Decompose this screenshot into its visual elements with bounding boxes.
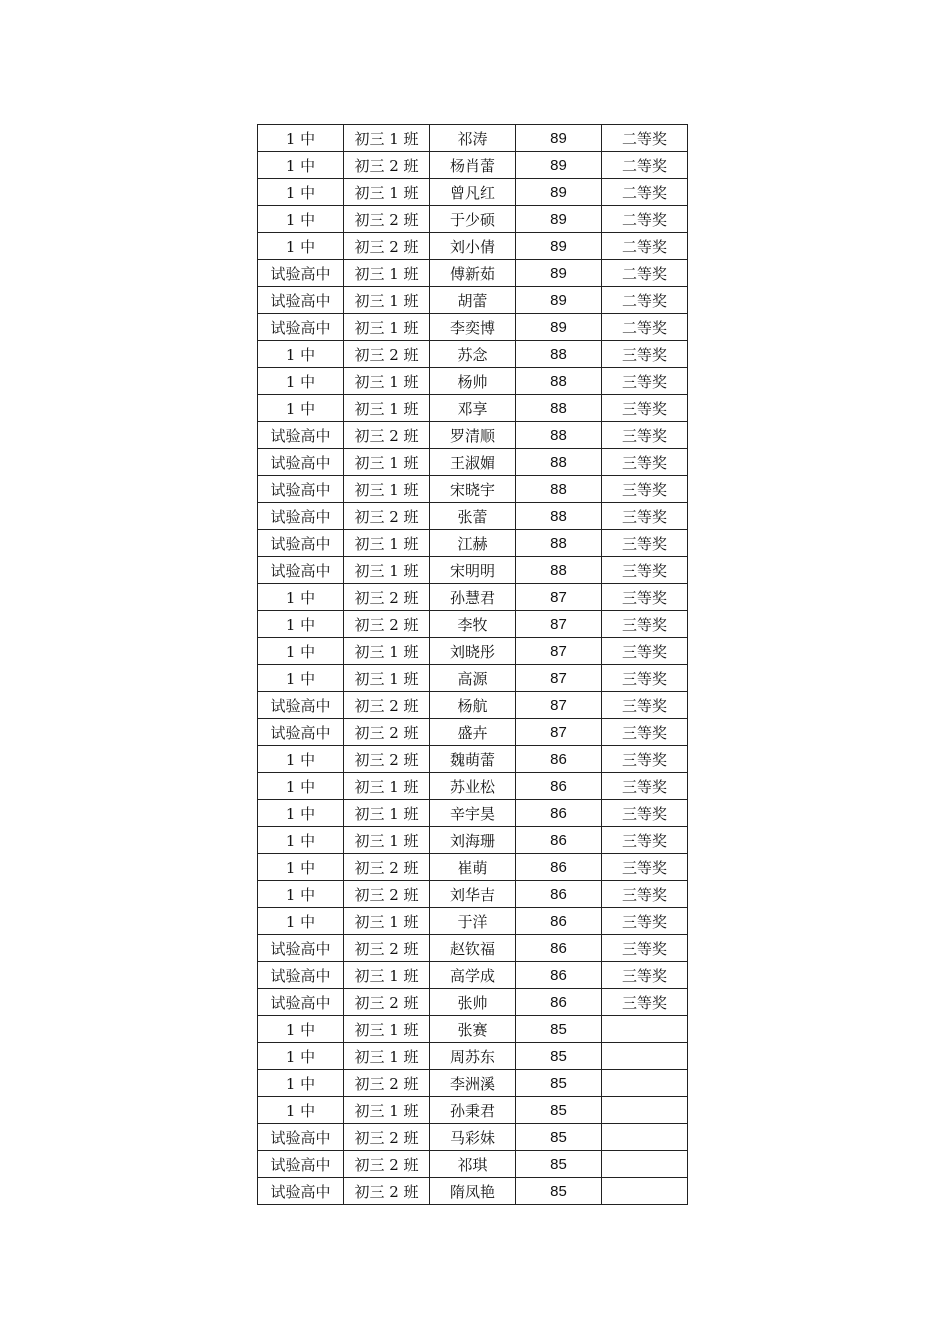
results-table-body [258,125,688,1205]
class-cell: 初三 2 班 [344,854,430,881]
score-cell: 87 [516,638,602,665]
class-cell: 初三 1 班 [344,827,430,854]
table-row [258,368,688,395]
score-cell: 85 [516,1070,602,1097]
score-cell: 85 [516,1178,602,1205]
school-cell: 1 中 [258,908,344,935]
award-cell: 三等奖 [602,962,688,989]
table-row [258,1097,688,1124]
name-cell: 杨肖蕾 [430,152,516,179]
score-cell: 86 [516,827,602,854]
class-cell: 初三 2 班 [344,503,430,530]
class-cell: 初三 2 班 [344,692,430,719]
score-cell: 88 [516,557,602,584]
score-cell: 86 [516,800,602,827]
award-cell: 三等奖 [602,854,688,881]
class-cell: 初三 1 班 [344,773,430,800]
award-cell: 三等奖 [602,908,688,935]
school-cell: 试验高中 [258,989,344,1016]
score-cell: 88 [516,476,602,503]
score-cell: 85 [516,1124,602,1151]
school-cell: 试验高中 [258,557,344,584]
class-cell: 初三 1 班 [344,638,430,665]
table-row [258,557,688,584]
score-cell: 89 [516,152,602,179]
school-cell: 试验高中 [258,260,344,287]
table-row [258,449,688,476]
class-cell: 初三 2 班 [344,206,430,233]
school-cell: 1 中 [258,881,344,908]
table-row [258,287,688,314]
award-cell: 三等奖 [602,476,688,503]
results-table [257,124,688,1205]
name-cell: 张蕾 [430,503,516,530]
table-row [258,665,688,692]
class-cell: 初三 1 班 [344,179,430,206]
school-cell: 1 中 [258,368,344,395]
school-cell: 试验高中 [258,422,344,449]
award-cell: 三等奖 [602,422,688,449]
table-row [258,1178,688,1205]
table-row [258,773,688,800]
score-cell: 89 [516,260,602,287]
name-cell: 曾凡红 [430,179,516,206]
score-cell: 88 [516,368,602,395]
award-cell [602,1124,688,1151]
score-cell: 85 [516,1097,602,1124]
class-cell: 初三 1 班 [344,530,430,557]
award-cell: 三等奖 [602,638,688,665]
class-cell: 初三 2 班 [344,152,430,179]
school-cell: 1 中 [258,341,344,368]
score-cell: 86 [516,935,602,962]
score-cell: 85 [516,1043,602,1070]
award-cell [602,1151,688,1178]
award-cell: 二等奖 [602,125,688,152]
class-cell: 初三 1 班 [344,665,430,692]
school-cell: 1 中 [258,746,344,773]
table-row [258,935,688,962]
award-cell [602,1016,688,1043]
score-cell: 89 [516,233,602,260]
award-cell [602,1070,688,1097]
award-cell: 二等奖 [602,260,688,287]
school-cell: 1 中 [258,638,344,665]
class-cell: 初三 2 班 [344,341,430,368]
class-cell: 初三 2 班 [344,1151,430,1178]
score-cell: 86 [516,881,602,908]
table-row [258,746,688,773]
table-row [258,206,688,233]
class-cell: 初三 1 班 [344,962,430,989]
class-cell: 初三 1 班 [344,1016,430,1043]
name-cell: 高源 [430,665,516,692]
name-cell: 李牧 [430,611,516,638]
table-row [258,881,688,908]
award-cell: 三等奖 [602,746,688,773]
name-cell: 高学成 [430,962,516,989]
school-cell: 1 中 [258,395,344,422]
class-cell: 初三 1 班 [344,476,430,503]
name-cell: 祁涛 [430,125,516,152]
name-cell: 刘晓彤 [430,638,516,665]
school-cell: 试验高中 [258,503,344,530]
award-cell: 三等奖 [602,773,688,800]
name-cell: 盛卉 [430,719,516,746]
score-cell: 86 [516,908,602,935]
table-row [258,1016,688,1043]
class-cell: 初三 1 班 [344,287,430,314]
name-cell: 苏业松 [430,773,516,800]
school-cell: 试验高中 [258,1124,344,1151]
class-cell: 初三 2 班 [344,1070,430,1097]
name-cell: 李洲溪 [430,1070,516,1097]
award-cell: 二等奖 [602,314,688,341]
table-row [258,800,688,827]
name-cell: 祁琪 [430,1151,516,1178]
score-cell: 88 [516,341,602,368]
class-cell: 初三 2 班 [344,1124,430,1151]
score-cell: 88 [516,422,602,449]
class-cell: 初三 2 班 [344,584,430,611]
class-cell: 初三 1 班 [344,260,430,287]
school-cell: 试验高中 [258,314,344,341]
table-row [258,503,688,530]
school-cell: 1 中 [258,665,344,692]
school-cell: 1 中 [258,584,344,611]
name-cell: 孙秉君 [430,1097,516,1124]
school-cell: 试验高中 [258,1151,344,1178]
table-row [258,179,688,206]
award-cell: 三等奖 [602,449,688,476]
score-cell: 85 [516,1016,602,1043]
score-cell: 86 [516,854,602,881]
award-cell: 三等奖 [602,989,688,1016]
score-cell: 85 [516,1151,602,1178]
name-cell: 马彩妹 [430,1124,516,1151]
school-cell: 试验高中 [258,476,344,503]
table-row [258,395,688,422]
school-cell: 试验高中 [258,1178,344,1205]
award-cell: 二等奖 [602,287,688,314]
award-cell: 三等奖 [602,503,688,530]
school-cell: 试验高中 [258,719,344,746]
award-cell: 二等奖 [602,206,688,233]
score-cell: 86 [516,746,602,773]
school-cell: 1 中 [258,179,344,206]
award-cell [602,1097,688,1124]
class-cell: 初三 1 班 [344,1043,430,1070]
class-cell: 初三 2 班 [344,1178,430,1205]
school-cell: 1 中 [258,152,344,179]
class-cell: 初三 1 班 [344,908,430,935]
school-cell: 1 中 [258,1070,344,1097]
class-cell: 初三 2 班 [344,746,430,773]
name-cell: 孙慧君 [430,584,516,611]
award-cell: 三等奖 [602,800,688,827]
table-row [258,125,688,152]
score-cell: 88 [516,503,602,530]
award-cell: 三等奖 [602,692,688,719]
score-cell: 86 [516,773,602,800]
name-cell: 张赛 [430,1016,516,1043]
school-cell: 试验高中 [258,530,344,557]
school-cell: 1 中 [258,611,344,638]
table-row [258,422,688,449]
name-cell: 隋凤艳 [430,1178,516,1205]
class-cell: 初三 1 班 [344,314,430,341]
award-cell: 三等奖 [602,935,688,962]
school-cell: 1 中 [258,800,344,827]
table-row [258,854,688,881]
table-row [258,152,688,179]
name-cell: 李奕博 [430,314,516,341]
name-cell: 张帅 [430,989,516,1016]
class-cell: 初三 1 班 [344,800,430,827]
score-cell: 89 [516,314,602,341]
table-row [258,827,688,854]
class-cell: 初三 2 班 [344,422,430,449]
school-cell: 试验高中 [258,962,344,989]
name-cell: 罗清顺 [430,422,516,449]
table-row [258,476,688,503]
table-row [258,611,688,638]
name-cell: 杨帅 [430,368,516,395]
school-cell: 1 中 [258,233,344,260]
name-cell: 杨航 [430,692,516,719]
score-cell: 89 [516,287,602,314]
name-cell: 傅新茹 [430,260,516,287]
class-cell: 初三 2 班 [344,935,430,962]
score-cell: 87 [516,611,602,638]
award-cell: 三等奖 [602,827,688,854]
name-cell: 周苏东 [430,1043,516,1070]
name-cell: 王淑媚 [430,449,516,476]
class-cell: 初三 1 班 [344,395,430,422]
school-cell: 1 中 [258,1043,344,1070]
school-cell: 试验高中 [258,935,344,962]
score-cell: 87 [516,584,602,611]
name-cell: 宋明明 [430,557,516,584]
name-cell: 苏念 [430,341,516,368]
award-cell: 三等奖 [602,530,688,557]
class-cell: 初三 2 班 [344,719,430,746]
award-cell: 三等奖 [602,611,688,638]
name-cell: 崔萌 [430,854,516,881]
school-cell: 1 中 [258,854,344,881]
class-cell: 初三 2 班 [344,989,430,1016]
score-cell: 89 [516,206,602,233]
table-row [258,341,688,368]
table-row [258,962,688,989]
school-cell: 试验高中 [258,287,344,314]
table-row [258,260,688,287]
school-cell: 1 中 [258,1097,344,1124]
class-cell: 初三 1 班 [344,449,430,476]
award-cell: 三等奖 [602,881,688,908]
name-cell: 辛宇昊 [430,800,516,827]
award-cell: 三等奖 [602,719,688,746]
school-cell: 1 中 [258,1016,344,1043]
award-cell: 三等奖 [602,665,688,692]
table-row [258,530,688,557]
table-row [258,719,688,746]
table-row [258,314,688,341]
score-cell: 88 [516,530,602,557]
class-cell: 初三 2 班 [344,233,430,260]
award-cell: 三等奖 [602,368,688,395]
name-cell: 刘海珊 [430,827,516,854]
score-cell: 86 [516,962,602,989]
table-row [258,692,688,719]
school-cell: 1 中 [258,125,344,152]
name-cell: 宋晓宇 [430,476,516,503]
award-cell: 三等奖 [602,584,688,611]
name-cell: 于洋 [430,908,516,935]
school-cell: 1 中 [258,827,344,854]
award-cell [602,1178,688,1205]
name-cell: 赵钦福 [430,935,516,962]
score-cell: 86 [516,989,602,1016]
award-cell: 三等奖 [602,341,688,368]
table-row [258,1070,688,1097]
award-cell: 二等奖 [602,179,688,206]
award-cell: 三等奖 [602,395,688,422]
table-row [258,1124,688,1151]
score-cell: 87 [516,692,602,719]
name-cell: 刘华吉 [430,881,516,908]
school-cell: 1 中 [258,773,344,800]
class-cell: 初三 2 班 [344,881,430,908]
table-row [258,638,688,665]
score-cell: 88 [516,449,602,476]
name-cell: 邓享 [430,395,516,422]
award-cell: 二等奖 [602,152,688,179]
score-cell: 87 [516,665,602,692]
award-cell: 二等奖 [602,233,688,260]
score-cell: 87 [516,719,602,746]
class-cell: 初三 1 班 [344,557,430,584]
name-cell: 魏萌蕾 [430,746,516,773]
table-row [258,584,688,611]
class-cell: 初三 2 班 [344,611,430,638]
name-cell: 胡蕾 [430,287,516,314]
table-row [258,1151,688,1178]
class-cell: 初三 1 班 [344,368,430,395]
name-cell: 刘小倩 [430,233,516,260]
school-cell: 试验高中 [258,692,344,719]
score-cell: 89 [516,125,602,152]
name-cell: 于少硕 [430,206,516,233]
name-cell: 江赫 [430,530,516,557]
school-cell: 1 中 [258,206,344,233]
award-cell [602,1043,688,1070]
class-cell: 初三 1 班 [344,125,430,152]
table-row [258,233,688,260]
table-row [258,908,688,935]
table-row [258,989,688,1016]
score-cell: 88 [516,395,602,422]
score-cell: 89 [516,179,602,206]
table-row [258,1043,688,1070]
class-cell: 初三 1 班 [344,1097,430,1124]
award-cell: 三等奖 [602,557,688,584]
school-cell: 试验高中 [258,449,344,476]
